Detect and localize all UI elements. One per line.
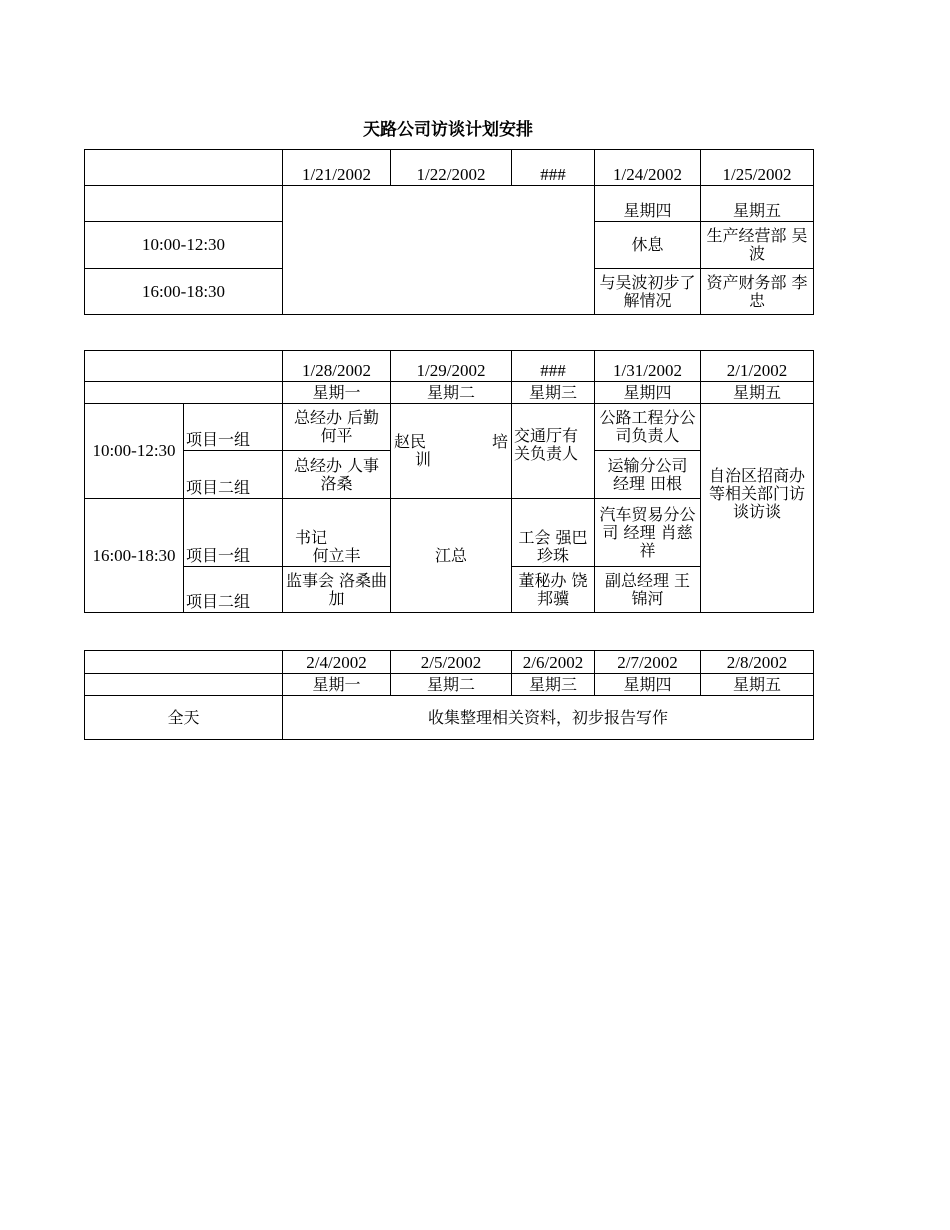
date-header: 2/5/2002: [391, 651, 512, 674]
date-header: 1/31/2002: [595, 351, 701, 382]
schedule-text: 何立丰: [312, 546, 361, 565]
date-header: 2/8/2002: [701, 651, 814, 674]
schedule-cell: 汽车贸易分公司 经理 肖慈祥: [595, 499, 701, 567]
schedule-cell: 江总: [391, 499, 512, 613]
schedule-cell: 与吴波初步了解情况: [595, 269, 701, 315]
date-header: 2/1/2002: [701, 351, 814, 382]
date-header: 1/25/2002: [701, 150, 814, 186]
time-slot-label: 16:00-18:30: [85, 499, 184, 613]
schedule-cell: [701, 404, 814, 613]
schedule-cell: 副总经理 王锦河: [595, 567, 701, 613]
schedule-text: 赵民: [394, 432, 427, 451]
schedule-cell: 生产经营部 吴波: [701, 222, 814, 269]
empty-block: [283, 186, 595, 315]
week1-schedule-table: [84, 149, 814, 315]
group-label: 项目一组: [184, 404, 283, 451]
corner-cell: [85, 186, 283, 222]
date-row: [85, 351, 814, 382]
group-label: 项目二组: [184, 567, 283, 613]
date-header: 1/22/2002: [391, 150, 512, 186]
weekday-header: 星期四: [595, 186, 701, 222]
group-label: 项目一组: [184, 499, 283, 567]
date-header: 1/28/2002: [283, 351, 391, 382]
date-header: ###: [512, 351, 595, 382]
week2-schedule-table: [84, 350, 814, 613]
schedule-cell: 工会 强巴珍珠: [512, 499, 595, 567]
schedule-text: 自治区招商办等相关部门访谈访谈: [708, 466, 805, 521]
schedule-cell: 收集整理相关资料，初步报告写作: [283, 696, 814, 740]
date-header: 2/7/2002: [595, 651, 701, 674]
schedule-cell: 董秘办 饶邦骥: [512, 567, 595, 613]
date-row: [85, 150, 814, 186]
page-title: 天路公司访谈计划安排: [363, 120, 533, 140]
week3-schedule-table: [84, 650, 814, 740]
schedule-cell: 公路工程分公司负责人: [595, 404, 701, 451]
time-slot-label: 10:00-12:30: [85, 404, 184, 499]
schedule-text: 培: [491, 432, 508, 451]
time-slot-label: 全天: [85, 696, 283, 740]
schedule-cell: 运输分公司 经理 田根: [595, 451, 701, 499]
weekday-header: 星期三: [512, 674, 595, 696]
schedule-text: 书记: [295, 528, 328, 547]
date-header: 2/4/2002: [283, 651, 391, 674]
weekday-header: 星期一: [283, 382, 391, 404]
time-slot-label: 10:00-12:30: [85, 222, 283, 269]
schedule-cell: 监事会 洛桑曲加: [283, 567, 391, 613]
group-label: 项目二组: [184, 451, 283, 499]
weekday-row: [85, 674, 814, 696]
corner-cell: [85, 150, 283, 186]
weekday-header: 星期二: [391, 382, 512, 404]
date-header: 1/24/2002: [595, 150, 701, 186]
schedule-row: [85, 404, 814, 451]
weekday-row: [85, 186, 814, 222]
weekday-row: [85, 382, 814, 404]
weekday-header: 星期五: [701, 382, 814, 404]
schedule-cell: [512, 404, 595, 499]
schedule-cell-monday-pm: [283, 499, 391, 567]
schedule-cell: 总经办 后勤 何平: [283, 404, 391, 451]
schedule-cell-tuesday-am: [391, 404, 512, 499]
schedule-cell: 休息: [595, 222, 701, 269]
schedule-row: [85, 696, 814, 740]
schedule-cell: 总经办 人事 洛桑: [283, 451, 391, 499]
weekday-header: 星期四: [595, 382, 701, 404]
corner-cell: [85, 382, 283, 404]
corner-cell: [85, 351, 283, 382]
date-row: [85, 651, 814, 674]
weekday-header: 星期四: [595, 674, 701, 696]
schedule-cell: 资产财务部 李忠: [701, 269, 814, 315]
weekday-header: 星期一: [283, 674, 391, 696]
date-header: 1/29/2002: [391, 351, 512, 382]
schedule-text: 训: [415, 450, 432, 469]
weekday-header: 星期五: [701, 674, 814, 696]
time-slot-label: 16:00-18:30: [85, 269, 283, 315]
date-header: 1/21/2002: [283, 150, 391, 186]
date-header: 2/6/2002: [512, 651, 595, 674]
weekday-header: 星期三: [512, 382, 595, 404]
corner-cell: [85, 674, 283, 696]
date-header: ###: [512, 150, 595, 186]
schedule-text: 交通厅有关负责人: [514, 426, 579, 463]
weekday-header: 星期五: [701, 186, 814, 222]
corner-cell: [85, 651, 283, 674]
weekday-header: 星期二: [391, 674, 512, 696]
